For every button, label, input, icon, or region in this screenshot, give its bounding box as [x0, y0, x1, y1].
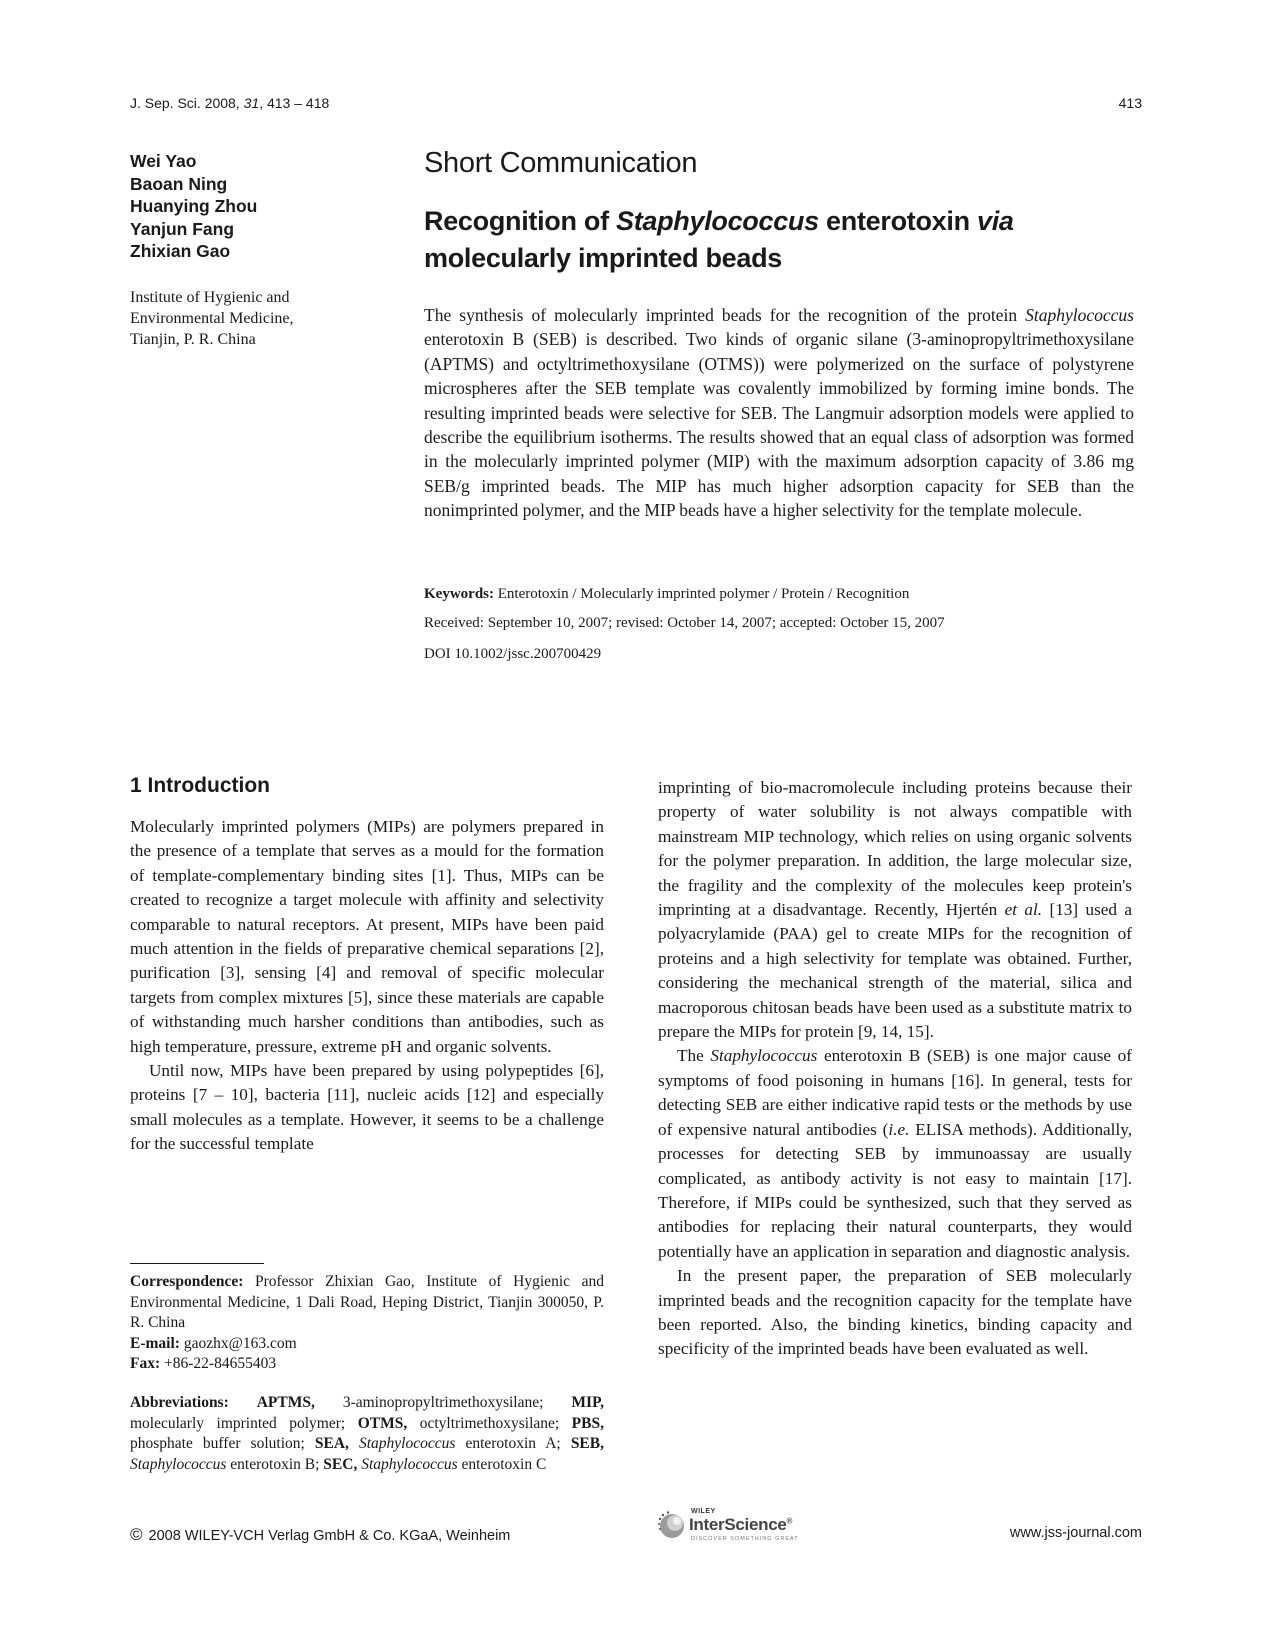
- wiley-wordmark: WILEY: [691, 1508, 716, 1515]
- email-address: gaozhx@163.com: [179, 1334, 297, 1352]
- registered-mark: ®: [786, 1516, 793, 1526]
- affiliation: [130, 287, 360, 350]
- logo-tagline: DISCOVER SOMETHING GREAT: [691, 1536, 799, 1542]
- abbrev-key: SEA,: [314, 1435, 349, 1452]
- left-column: [130, 815, 604, 1157]
- paragraph-text: ELISA methods). Additionally, processes for detecting SEB by immunoassay are usually complicated, as antibody activity is not easy to maintain [17]. Therefore, if MIPs could be synthesized, such that they served as antibodies for replacing their natural counterparts, they would potentially have an application in separation and diagnostic analysis.: [658, 1119, 1133, 1261]
- title-text: molecularly imprinted beads: [424, 243, 783, 273]
- abbrev-value: enterotoxin A;: [455, 1435, 571, 1452]
- interscience-name: InterScience: [689, 1515, 787, 1534]
- author-name: Zhixian Gao: [130, 241, 231, 261]
- title-italic: Staphylococcus: [615, 206, 819, 236]
- abbrev-key: SEC,: [323, 1455, 358, 1473]
- abbrev-italic: Staphylococcus: [361, 1455, 458, 1473]
- title-italic: via: [976, 206, 1014, 236]
- article-title: [424, 203, 1144, 277]
- paragraph: In the present paper, the preparation of SEB molecularly imprinted beads and the recognition capacity for the template have been reported. Also, the binding kinetics, binding capacity and specificity of the imprinted beads have been evaluated as well.: [658, 1266, 1132, 1359]
- abbrev-value: octyltrimethoxysilane;: [407, 1414, 572, 1432]
- paragraph-text: The: [677, 1046, 711, 1066]
- keywords-label: Keywords:: [424, 586, 494, 602]
- affiliation-line: Institute of Hygienic and: [130, 289, 290, 306]
- journal-volume: 31: [243, 95, 260, 111]
- copyright-icon: ©: [130, 1525, 143, 1544]
- paragraph-italic: et al.: [1004, 900, 1043, 920]
- abstract-text: enterotoxin B (SEB) is described. Two kinds of organic silane (3-aminopropyltrimethoxysilane (APTMS) and octyltrimethoxysilane (OTMS)) were polymerized on the surface of polystyrene microspheres after the SEB template was covalently immobilized by forming imine bonds. The resulting imprinted beads were selective for SEB. The Langmuir adsorption models were applied to describe the equilibrium isotherms. The results showed that an equal class of adsorption was formed in the molecularly imprinted polymer (MIP) with the maximum adsorption capacity of 3.86 mg SEB/g imprinted beads. The MIP has much higher adsorption capacity for SEB than the nonimprinted polymer, and the MIP beads have a higher selectivity for the template molecule.: [424, 329, 1134, 521]
- author-name: Baoan Ning: [130, 173, 228, 194]
- abbrev-value: molecularly imprinted polymer;: [130, 1414, 358, 1432]
- abbrev-key: OTMS,: [357, 1414, 408, 1432]
- footnote-rule: [130, 1263, 264, 1264]
- abstract-text: The synthesis of molecularly imprinted beads for the recognition of the protein: [424, 305, 1026, 325]
- section-heading: 1 Introduction: [130, 774, 270, 797]
- wiley-interscience-logo: [657, 1508, 807, 1544]
- paragraph: Molecularly imprinted polymers (MIPs) are polymers prepared in the presence of a template that serves as a mould for the formation of template-complementary binding sites [1]. Thus, MIPs can be created to recognize a target molecule with affinity and selectivity comparable to natural receptors. At present, MIPs have been paid much attention in the fields of preparative chemical separations [2], purification [3], sensing [4] and removal of specific molecular targets from complex mixtures [5], since these materials are capable of withstanding much harsher conditions than antibodies, such as high temperature, pressure, extreme pH and organic solvents.: [130, 817, 604, 1056]
- paragraph: [658, 776, 1132, 1044]
- correspondence-text: Professor Zhixian Gao, Institute of Hygienic and Environmental Medicine, 1 Dali Road, Heping District, Tianjin 300050, P. R. China: [130, 1273, 604, 1331]
- paragraph-italic: i.e.: [888, 1119, 910, 1139]
- abbrev-key: MIP,: [571, 1394, 604, 1411]
- keywords-value: Enterotoxin / Molecularly imprinted polymer / Protein / Recognition: [494, 586, 910, 602]
- doi: DOI 10.1002/jssc.200700429: [424, 646, 602, 662]
- abstract: [424, 303, 1134, 523]
- paragraph-italic: Staphylococcus: [710, 1046, 818, 1066]
- paragraph-text: imprinting of bio-macromolecule including proteins because their property of water solubility is not always compatible with mainstream MIP technology, which relies on using organic solvents for the polymer preparation. In addition, the large molecular size, the fragility and the complexity of the molecules keep protein's imprinting at a disadvantage. Recently, Hjertén: [658, 778, 1132, 920]
- abbrev-value: enterotoxin B;: [226, 1455, 324, 1473]
- fax-line: [130, 1354, 604, 1375]
- paragraph: Until now, MIPs have been prepared by using polypeptides [6], proteins [7 – 10], bacteria [11], nucleic acids [12] and especially small molecules as a template. However, it seems to be a challenge for the successful template: [130, 1061, 604, 1154]
- fax-number: +86-22-84655403: [160, 1355, 277, 1372]
- abbrev-italic: Staphylococcus: [358, 1435, 456, 1452]
- copyright-line: [130, 1525, 510, 1545]
- author-list: [130, 150, 360, 263]
- author-name: Yanjun Fang: [130, 218, 235, 239]
- paragraph: [658, 1044, 1132, 1264]
- affiliation-line: Environmental Medicine,: [130, 310, 294, 327]
- page-number: 413: [1118, 95, 1142, 111]
- abstract-italic: Staphylococcus: [1025, 305, 1134, 325]
- paragraph-text: [13] used a polyacrylamide (PAA) gel to create MIPs for the recognition of proteins and a high selectivity for template was obtained. Further, considering the mechanical strength of the material, silica and macroporous chitosan beads have been used as a substitute matrix to prepare the MIPs for protein [9, 14, 15].: [658, 900, 1132, 1042]
- abbrev-key: SEB,: [570, 1435, 604, 1452]
- article-type: Short Communication: [424, 147, 698, 179]
- interscience-wordmark: [689, 1515, 792, 1535]
- received-dates: Received: September 10, 2007; revised: October 14, 2007; accepted: October 15, 2007: [424, 615, 945, 631]
- globe-icon: [657, 1511, 687, 1541]
- abbreviations-note: [130, 1393, 604, 1475]
- affiliation-line: Tianjin, P. R. China: [130, 331, 256, 348]
- abbrev-italic: Staphylococcus: [130, 1455, 227, 1473]
- abbrev-value: phosphate buffer solution;: [130, 1435, 315, 1452]
- correspondence-label: Correspondence:: [130, 1273, 244, 1290]
- journal-pages: , 413 – 418: [259, 95, 330, 111]
- abbrev-key: PBS,: [571, 1414, 604, 1432]
- abbrev-value: 3-aminopropyltrimethoxysilane;: [314, 1394, 572, 1411]
- title-text: Recognition of: [424, 206, 616, 236]
- paragraph-text: enterotoxin B (SEB) is one major cause of symptoms of food poisoning in humans [16]. In general, tests for detecting SEB are either indicative rapid tests or the methods by use of expensive natural antibodies (: [658, 1046, 1132, 1139]
- abbreviations-label: Abbreviations:: [130, 1394, 229, 1411]
- title-text: enterotoxin: [818, 206, 977, 236]
- fax-label: Fax:: [130, 1355, 161, 1372]
- journal-citation: [130, 95, 329, 111]
- correspondence-note: [130, 1272, 604, 1375]
- journal-url[interactable]: www.jss-journal.com: [1009, 1525, 1142, 1541]
- keywords: [424, 584, 1144, 604]
- email-label: E-mail:: [130, 1334, 180, 1352]
- author-name: Huanying Zhou: [130, 196, 258, 216]
- abbrev-key: APTMS,: [256, 1394, 315, 1411]
- abbrev-value: enterotoxin C: [457, 1455, 547, 1473]
- author-name: Wei Yao: [130, 151, 197, 171]
- correspondence-address: [130, 1272, 604, 1334]
- copyright-text: 2008 WILEY-VCH Verlag GmbH & Co. KGaA, Weinheim: [148, 1528, 511, 1544]
- journal-prefix: J. Sep. Sci. 2008,: [130, 95, 244, 111]
- right-column: [658, 776, 1132, 1362]
- email-line: [130, 1334, 604, 1355]
